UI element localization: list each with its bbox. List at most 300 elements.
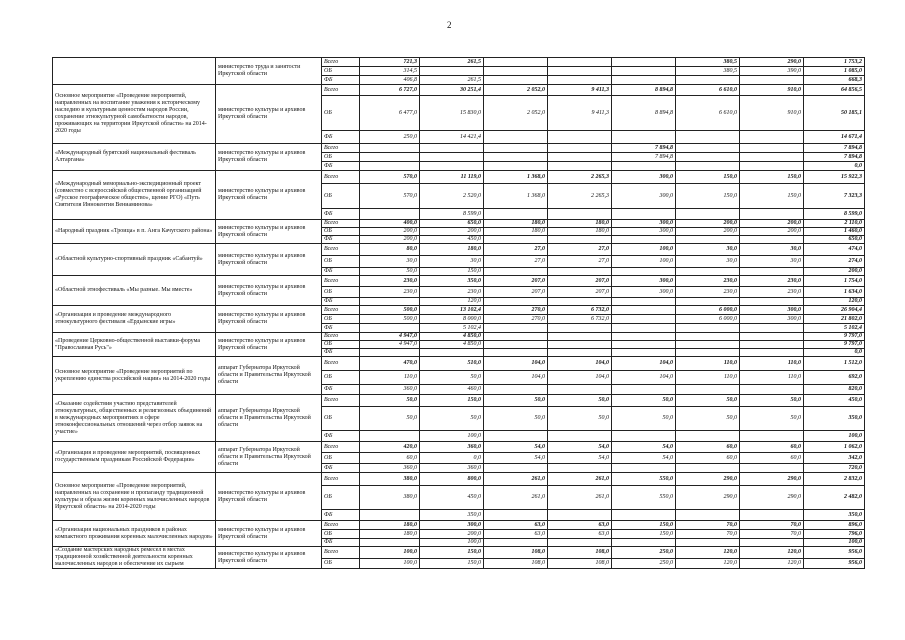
amount-cell	[548, 324, 612, 333]
total-cell: 7 323,3	[804, 184, 865, 209]
total-cell: 100,0	[804, 539, 865, 547]
amount-cell: 50,0	[484, 395, 548, 407]
amount-cell	[740, 144, 804, 153]
table-row	[53, 547, 865, 559]
total-cell: 1 460,0	[804, 228, 865, 236]
total-cell: 15 922,3	[804, 171, 865, 184]
amount-cell: 54,0	[548, 453, 612, 464]
amount-cell	[676, 333, 740, 341]
amount-cell: 15 830,0	[420, 96, 484, 131]
amount-cell: 7 894,8	[612, 144, 676, 153]
amount-cell	[740, 209, 804, 220]
total-cell: 1 634,0	[804, 287, 865, 298]
amount-cell	[676, 298, 740, 306]
total-cell: 2 482,0	[804, 486, 865, 510]
amount-cell	[484, 67, 548, 76]
activity-name: «Организация и проведение международного этнокультурного фестиваля «Ердынские игры»	[53, 306, 216, 333]
amount-cell: 910,0	[740, 85, 804, 96]
amount-cell: 63,0	[484, 521, 548, 530]
amount-cell	[484, 209, 548, 220]
amount-cell	[740, 333, 804, 341]
amount-cell	[548, 341, 612, 349]
activity-name: «Проведение Церковно-общественной выставки-форума "Православная Русь"»	[53, 333, 216, 357]
total-cell: 450,0	[804, 395, 865, 407]
amount-cell: 180,0	[548, 228, 612, 236]
amount-cell: 150,0	[676, 171, 740, 184]
executor-name: министерство культуры и архивов Иркутской области	[216, 306, 322, 333]
funding-source-label: ФБ	[322, 268, 360, 276]
amount-cell: 104,0	[612, 357, 676, 371]
total-cell: 350,0	[804, 510, 865, 521]
funding-source-label: Всего	[322, 220, 360, 228]
funding-source-label: ФБ	[322, 236, 360, 244]
table-row	[53, 357, 865, 371]
amount-cell: 150,0	[420, 268, 484, 276]
amount-cell	[484, 144, 548, 153]
amount-cell: 180,0	[484, 220, 548, 228]
activity-name	[53, 58, 216, 85]
funding-source-label: ФБ	[322, 76, 360, 85]
amount-cell: 180,0	[360, 530, 420, 539]
amount-cell: 500,0	[360, 315, 420, 324]
amount-cell	[484, 431, 548, 442]
amount-cell: 300,0	[740, 315, 804, 324]
amount-cell	[484, 539, 548, 547]
funding-source-label: Всего	[322, 171, 360, 184]
amount-cell	[612, 539, 676, 547]
amount-cell: 60,0	[676, 453, 740, 464]
table-row	[53, 306, 865, 315]
amount-cell: 50,0	[420, 371, 484, 385]
amount-cell: 63,0	[484, 530, 548, 539]
amount-cell	[740, 153, 804, 162]
funding-source-label: Всего	[322, 244, 360, 256]
total-cell: 1 062,0	[804, 442, 865, 453]
activity-name: «Создание мастерских народных ремесел в местах традиционной хозяйственной деятельности коренных малочисленных народов и обеспечение их сырьем	[53, 547, 216, 569]
executor-name: министерство культуры и архивов Иркутской области	[216, 144, 322, 171]
amount-cell: 380,5	[676, 67, 740, 76]
amount-cell: 360,0	[360, 385, 420, 395]
total-cell: 668,3	[804, 76, 865, 85]
amount-cell	[548, 76, 612, 85]
amount-cell: 2 265,3	[548, 171, 612, 184]
amount-cell	[484, 236, 548, 244]
amount-cell: 104,0	[484, 371, 548, 385]
amount-cell: 54,0	[548, 442, 612, 453]
amount-cell: 390,0	[740, 67, 804, 76]
amount-cell	[740, 385, 804, 395]
amount-cell: 50,0	[548, 407, 612, 431]
total-cell: 64 856,5	[804, 85, 865, 96]
amount-cell: 63,0	[548, 521, 612, 530]
funding-source-label: ОБ	[322, 558, 360, 568]
amount-cell: 910,0	[740, 96, 804, 131]
amount-cell: 54,0	[612, 453, 676, 464]
executor-name: аппарат Губернатора Иркутской области и Правительства Иркутской области	[216, 395, 322, 442]
amount-cell: 104,0	[484, 357, 548, 371]
amount-cell: 108,0	[548, 558, 612, 568]
activity-name: «Оказание содействия участию представителей этнокультурных, общественных и религиозных объединений в международных мероприятиях в сфере этноконфессиональных отношений через отбор заявок на участие»	[53, 395, 216, 442]
amount-cell	[484, 162, 548, 171]
amount-cell: 200,0	[420, 228, 484, 236]
amount-cell: 721,3	[360, 58, 420, 67]
total-cell: 100,0	[804, 431, 865, 442]
amount-cell: 261,0	[484, 486, 548, 510]
amount-cell: 150,0	[676, 184, 740, 209]
table-row	[53, 58, 865, 67]
amount-cell: 50,0	[740, 407, 804, 431]
amount-cell	[676, 76, 740, 85]
total-cell: 21 802,0	[804, 315, 865, 324]
amount-cell: 1 368,0	[484, 171, 548, 184]
amount-cell: 54,0	[484, 442, 548, 453]
amount-cell	[484, 58, 548, 67]
amount-cell: 207,0	[548, 276, 612, 287]
amount-cell: 261,0	[548, 473, 612, 486]
table-row	[53, 220, 865, 228]
total-cell: 1 512,0	[804, 357, 865, 371]
total-cell: 26 904,4	[804, 306, 865, 315]
amount-cell	[676, 324, 740, 333]
amount-cell	[484, 510, 548, 521]
amount-cell: 50,0	[740, 395, 804, 407]
amount-cell: 290,0	[740, 486, 804, 510]
amount-cell: 1 368,0	[484, 184, 548, 209]
funding-source-label: Всего	[322, 521, 360, 530]
amount-cell: 0,0	[420, 453, 484, 464]
funding-source-label: Всего	[322, 442, 360, 453]
amount-cell: 270,0	[484, 306, 548, 315]
amount-cell	[612, 385, 676, 395]
amount-cell	[740, 131, 804, 144]
amount-cell: 150,0	[740, 171, 804, 184]
page-number: 2	[447, 20, 452, 30]
table-row	[53, 171, 865, 184]
funding-source-label: ОБ	[322, 67, 360, 76]
amount-cell: 570,0	[360, 184, 420, 209]
funding-source-label: ОБ	[322, 287, 360, 298]
total-cell: 7 894,8	[804, 144, 865, 153]
total-cell: 796,0	[804, 530, 865, 539]
amount-cell: 80,0	[360, 244, 420, 256]
total-cell: 2 832,0	[804, 473, 865, 486]
funding-source-label: ФБ	[322, 209, 360, 220]
amount-cell: 250,0	[360, 131, 420, 144]
amount-cell: 230,0	[360, 287, 420, 298]
amount-cell: 104,0	[548, 357, 612, 371]
amount-cell: 4 947,0	[360, 341, 420, 349]
amount-cell: 230,0	[420, 287, 484, 298]
amount-cell: 50,0	[484, 407, 548, 431]
amount-cell: 300,0	[612, 287, 676, 298]
amount-cell	[548, 153, 612, 162]
activity-name: «Областной культурно-спортивный праздник «Сабантуй»	[53, 244, 216, 276]
amount-cell	[420, 162, 484, 171]
amount-cell	[548, 539, 612, 547]
funding-source-label: Всего	[322, 357, 360, 371]
total-cell: 0,0	[804, 349, 865, 357]
funding-source-label: ОБ	[322, 153, 360, 162]
amount-cell	[484, 333, 548, 341]
total-cell: 274,0	[804, 256, 865, 268]
total-cell: 650,0	[804, 236, 865, 244]
amount-cell: 180,0	[360, 521, 420, 530]
table-row	[53, 85, 865, 96]
amount-cell: 360,0	[420, 442, 484, 453]
amount-cell: 50,0	[360, 268, 420, 276]
total-cell: 1 753,2	[804, 58, 865, 67]
amount-cell: 400,0	[360, 220, 420, 228]
amount-cell	[612, 341, 676, 349]
amount-cell: 100,0	[612, 256, 676, 268]
activity-name: Основное мероприятие «Проведение мероприятий, направленных на сохранение и пропаганду традиционной культуры и образа жизни коренных малочисленных народов Иркутской области» на 2014-2020 годы	[53, 473, 216, 521]
amount-cell: 4 850,0	[420, 341, 484, 349]
amount-cell	[360, 349, 420, 357]
executor-name: аппарат Губернатора Иркутской области и Правительства Иркутской области	[216, 357, 322, 395]
amount-cell: 100,0	[420, 431, 484, 442]
amount-cell: 300,0	[740, 306, 804, 315]
amount-cell	[484, 464, 548, 473]
funding-source-label: ОБ	[322, 96, 360, 131]
amount-cell: 100,0	[612, 244, 676, 256]
table-row	[53, 333, 865, 341]
amount-cell: 250,0	[612, 558, 676, 568]
executor-name: аппарат Губернатора Иркутской области и Правительства Иркутской области	[216, 442, 322, 473]
amount-cell	[740, 431, 804, 442]
amount-cell	[360, 298, 420, 306]
amount-cell	[612, 349, 676, 357]
amount-cell: 314,5	[360, 67, 420, 76]
amount-cell	[612, 58, 676, 67]
total-cell: 474,0	[804, 244, 865, 256]
amount-cell: 380,0	[360, 486, 420, 510]
amount-cell: 800,0	[420, 473, 484, 486]
amount-cell: 450,0	[420, 236, 484, 244]
amount-cell	[360, 144, 420, 153]
amount-cell	[740, 76, 804, 85]
amount-cell: 261,0	[548, 486, 612, 510]
amount-cell: 261,5	[420, 76, 484, 85]
funding-source-label: Всего	[322, 547, 360, 559]
amount-cell: 650,0	[420, 220, 484, 228]
amount-cell: 6 000,0	[676, 315, 740, 324]
amount-cell	[484, 298, 548, 306]
amount-cell	[740, 341, 804, 349]
amount-cell: 70,0	[740, 530, 804, 539]
amount-cell: 230,0	[740, 287, 804, 298]
amount-cell: 300,0	[612, 276, 676, 287]
amount-cell: 70,0	[676, 521, 740, 530]
amount-cell: 150,0	[420, 395, 484, 407]
amount-cell: 110,0	[360, 371, 420, 385]
total-cell: 8 599,0	[804, 209, 865, 220]
amount-cell: 207,0	[484, 287, 548, 298]
total-cell: 820,0	[804, 385, 865, 395]
amount-cell: 60,0	[676, 442, 740, 453]
amount-cell	[484, 131, 548, 144]
amount-cell: 300,0	[612, 228, 676, 236]
amount-cell: 150,0	[420, 558, 484, 568]
amount-cell	[484, 76, 548, 85]
amount-cell	[740, 349, 804, 357]
amount-cell: 2 052,0	[484, 96, 548, 131]
activity-name: Основное мероприятие «Проведение мероприятий по укреплению единства российской нации» на 2014-2020 годы	[53, 357, 216, 395]
executor-name: министерство культуры и архивов Иркутской области	[216, 473, 322, 521]
amount-cell: 200,0	[360, 228, 420, 236]
amount-cell	[360, 209, 420, 220]
executor-name: министерство культуры и архивов Иркутской области	[216, 521, 322, 547]
amount-cell: 230,0	[360, 276, 420, 287]
amount-cell: 6 732,0	[548, 306, 612, 315]
amount-cell: 180,0	[484, 228, 548, 236]
table-row	[53, 473, 865, 486]
amount-cell: 360,0	[420, 464, 484, 473]
executor-name: министерство культуры и архивов Иркутской области	[216, 85, 322, 144]
amount-cell: 200,0	[740, 220, 804, 228]
amount-cell: 500,0	[360, 306, 420, 315]
executor-name: министерство культуры и архивов Иркутской области	[216, 220, 322, 244]
amount-cell: 100,0	[420, 539, 484, 547]
total-cell: 956,0	[804, 558, 865, 568]
amount-cell: 200,0	[360, 236, 420, 244]
amount-cell: 110,0	[676, 371, 740, 385]
amount-cell	[484, 341, 548, 349]
amount-cell	[612, 268, 676, 276]
amount-cell: 108,0	[548, 547, 612, 559]
amount-cell	[548, 209, 612, 220]
amount-cell: 8 894,8	[612, 85, 676, 96]
amount-cell: 230,0	[676, 276, 740, 287]
amount-cell: 9 411,3	[548, 96, 612, 131]
amount-cell	[676, 131, 740, 144]
amount-cell: 27,0	[548, 256, 612, 268]
amount-cell	[360, 539, 420, 547]
amount-cell: 360,0	[360, 464, 420, 473]
amount-cell: 27,0	[548, 244, 612, 256]
amount-cell: 70,0	[740, 521, 804, 530]
amount-cell: 8 000,0	[420, 315, 484, 324]
amount-cell	[676, 236, 740, 244]
amount-cell: 120,0	[420, 298, 484, 306]
amount-cell	[676, 349, 740, 357]
funding-source-label: Всего	[322, 473, 360, 486]
amount-cell	[612, 510, 676, 521]
funding-source-label: ФБ	[322, 385, 360, 395]
amount-cell: 290,0	[676, 486, 740, 510]
activity-name: «Организация и проведение мероприятий, посвященных государственным праздникам Российской Федерации»	[53, 442, 216, 473]
amount-cell: 230,0	[740, 276, 804, 287]
executor-name: министерство культуры и архивов Иркутской области	[216, 547, 322, 569]
amount-cell	[740, 539, 804, 547]
funding-source-label: Всего	[322, 58, 360, 67]
amount-cell: 27,0	[484, 244, 548, 256]
amount-cell: 570,0	[360, 171, 420, 184]
funding-source-label: ФБ	[322, 539, 360, 547]
amount-cell: 60,0	[740, 442, 804, 453]
amount-cell: 350,0	[420, 276, 484, 287]
funding-source-label: Всего	[322, 276, 360, 287]
amount-cell	[484, 324, 548, 333]
amount-cell: 30,0	[740, 256, 804, 268]
amount-cell	[740, 324, 804, 333]
amount-cell: 50,0	[612, 395, 676, 407]
amount-cell: 300,0	[612, 184, 676, 209]
amount-cell	[740, 268, 804, 276]
amount-cell: 5 102,4	[420, 324, 484, 333]
total-cell: 1 085,0	[804, 67, 865, 76]
amount-cell	[676, 144, 740, 153]
funding-source-label: ОБ	[322, 530, 360, 539]
amount-cell: 380,0	[360, 473, 420, 486]
amount-cell	[676, 431, 740, 442]
amount-cell: 54,0	[484, 453, 548, 464]
amount-cell: 200,0	[676, 228, 740, 236]
amount-cell	[612, 306, 676, 315]
total-cell: 50 185,1	[804, 96, 865, 131]
amount-cell: 30 251,4	[420, 85, 484, 96]
amount-cell: 60,0	[360, 453, 420, 464]
amount-cell	[484, 385, 548, 395]
amount-cell	[676, 464, 740, 473]
amount-cell: 510,0	[420, 357, 484, 371]
funding-source-label: ОБ	[322, 184, 360, 209]
amount-cell: 30,0	[740, 244, 804, 256]
amount-cell	[548, 431, 612, 442]
amount-cell: 30,0	[676, 256, 740, 268]
amount-cell	[676, 539, 740, 547]
table-row	[53, 244, 865, 256]
amount-cell: 120,0	[676, 558, 740, 568]
amount-cell: 30,0	[420, 256, 484, 268]
amount-cell: 110,0	[676, 357, 740, 371]
amount-cell	[548, 349, 612, 357]
total-cell: 7 894,8	[804, 153, 865, 162]
funding-source-label: ФБ	[322, 349, 360, 357]
activity-name: Основное мероприятие «Проведение мероприятий, направленных на воспитание уважения к историческому наследию и культурным ценностям народов России, сохранение этнокультурной самобытности народов, проживающих на территории Иркутской области» на 2014-2020 годы	[53, 85, 216, 144]
amount-cell: 54,0	[612, 442, 676, 453]
amount-cell: 4 850,0	[420, 333, 484, 341]
amount-cell	[360, 162, 420, 171]
total-cell: 896,0	[804, 521, 865, 530]
amount-cell	[612, 333, 676, 341]
table-row	[53, 442, 865, 453]
amount-cell	[548, 333, 612, 341]
total-cell: 692,0	[804, 371, 865, 385]
amount-cell: 100,0	[360, 547, 420, 559]
amount-cell	[612, 67, 676, 76]
amount-cell	[612, 76, 676, 85]
amount-cell: 9 411,3	[548, 85, 612, 96]
budget-table-body	[53, 58, 865, 569]
amount-cell	[740, 236, 804, 244]
total-cell: 342,0	[804, 453, 865, 464]
amount-cell: 180,0	[420, 244, 484, 256]
amount-cell	[360, 324, 420, 333]
amount-cell: 6 610,0	[676, 96, 740, 131]
amount-cell	[420, 144, 484, 153]
table-row	[53, 276, 865, 287]
amount-cell: 150,0	[612, 530, 676, 539]
amount-cell: 550,0	[612, 486, 676, 510]
executor-name: министерство труда и занятости Иркутской области	[216, 58, 322, 85]
amount-cell	[612, 298, 676, 306]
amount-cell	[740, 510, 804, 521]
amount-cell	[548, 162, 612, 171]
amount-cell: 380,5	[676, 58, 740, 67]
amount-cell: 2 520,0	[420, 184, 484, 209]
amount-cell: 110,0	[740, 371, 804, 385]
activity-name: «Областной этнофестиваль «Мы разные. Мы вместе»	[53, 276, 216, 306]
